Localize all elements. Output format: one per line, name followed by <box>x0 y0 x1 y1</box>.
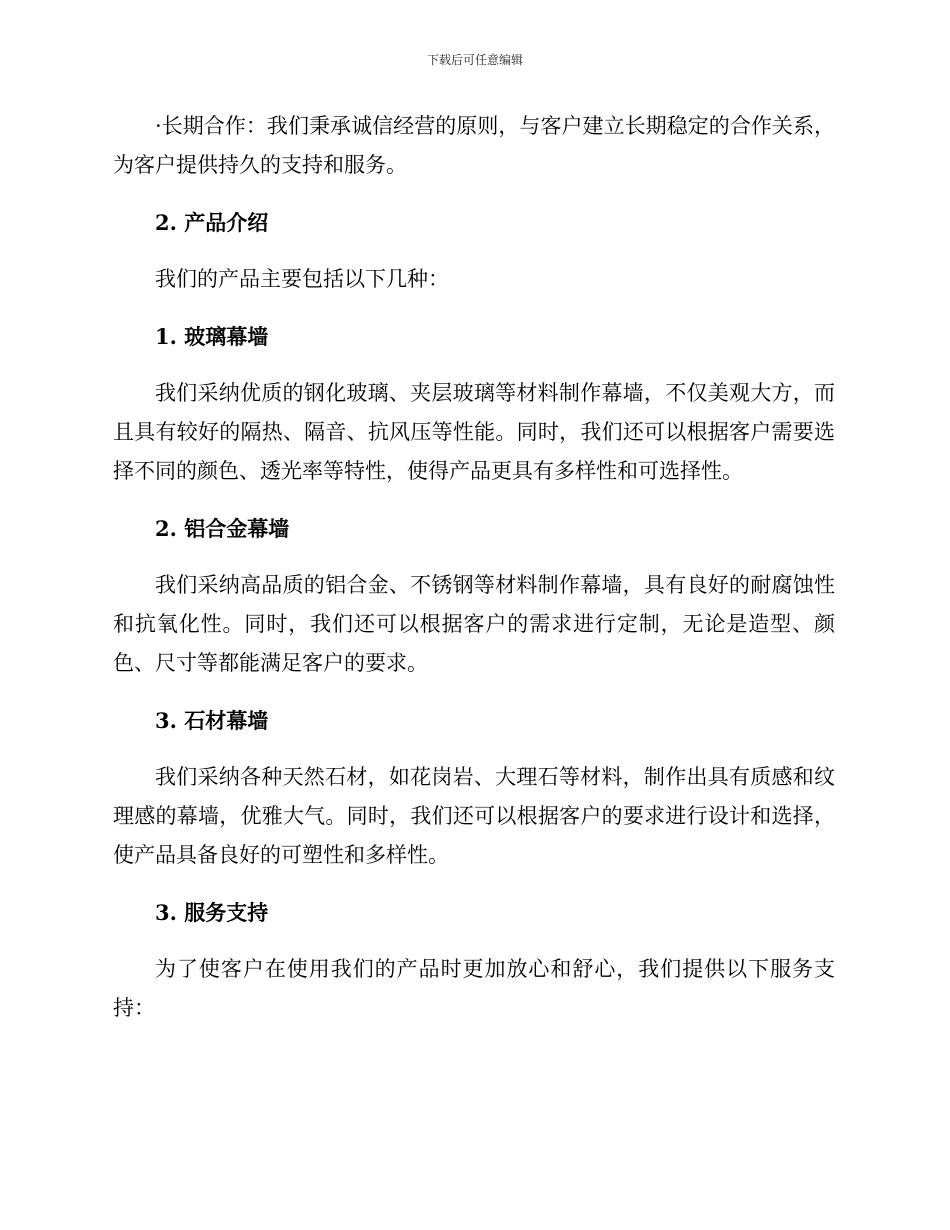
subheading-aluminum-curtain-wall: 2. 铝合金幕墙 <box>155 516 290 541</box>
section-heading-products: 2. 产品介绍 <box>155 210 269 235</box>
paragraph-service-support: 为了使客户在使用我们的产品时更加放心和舒心，我们提供以下服务支持： <box>113 957 835 1020</box>
subheading-glass-curtain-wall: 1. 玻璃幕墙 <box>155 324 269 349</box>
paragraph-stone-curtain-wall: 我们采纳各种天然石材，如花岗岩、大理石等材料，制作出具有质感和纹理感的幕墙，优雅大气。同时，我们还可以根据客户的要求进行设计和选择，使产品具备良好的可塑性和多样性。 <box>113 765 835 867</box>
paragraph-products-intro: 我们的产品主要包括以下几种： <box>155 267 449 291</box>
document-body <box>113 107 835 1028</box>
section-heading-service-support: 3. 服务支持 <box>155 900 269 925</box>
paragraph-glass-curtain-wall: 我们采纳优质的钢化玻璃、夹层玻璃等材料制作幕墙，不仅美观大方，而且具有较好的隔热、隔音、抗风压等性能。同时，我们还可以根据客户需要选择不同的颜色、透光率等特性，使得产品更具有多样性和可选择性。 <box>113 381 835 483</box>
subheading-stone-curtain-wall: 3. 石材幕墙 <box>155 708 269 733</box>
paragraph-long-term-cooperation: ·长期合作：我们秉承诚信经营的原则，与客户建立长期稳定的合作关系，为客户提供持久的支持和服务。 <box>113 114 835 177</box>
paragraph-aluminum-curtain-wall: 我们采纳高品质的铝合金、不锈钢等材料制作幕墙，具有良好的耐腐蚀性和抗氧化性。同时，我们还可以根据客户的需求进行定制，无论是造型、颜色、尺寸等都能满足客户的要求。 <box>113 573 835 675</box>
page-header: 下载后可任意编辑 <box>426 53 523 67</box>
